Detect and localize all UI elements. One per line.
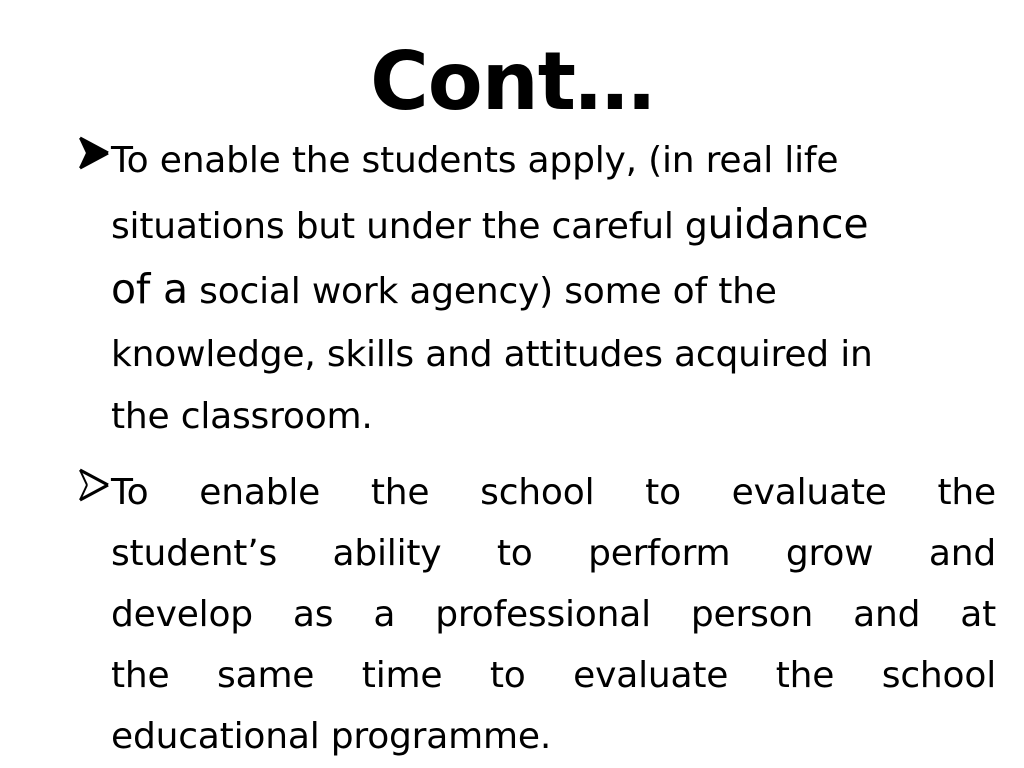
arrowhead-bullet-icon [78,468,110,502]
arrowhead-bullet-icon [78,136,110,170]
bullet-line-part: uidance [707,199,869,248]
bullet-line-part: social work agency) some of the [187,271,777,312]
bullet-line: the same time to evaluate the school [111,655,996,696]
bullet-line-part: of a [111,265,188,313]
bullet-line: the classroom. [111,396,373,437]
bullet-text [111,462,996,767]
bullet-text [111,130,996,449]
bullet-line: develop as a professional person and at [111,594,996,635]
bullet-item [74,462,996,767]
bullet-line: To enable the school to evaluate the [111,472,996,513]
bullet-line-part: situations but under the careful g [111,205,708,247]
bullet-item [74,130,996,449]
bullet-line: educational programme. [111,716,552,757]
bullet-line [111,258,996,324]
bullet-line: student’s ability to perform grow and [111,533,996,574]
slide-title: Cont… [370,35,654,128]
bullet-line: knowledge, skills and attitudes acquired in [111,333,873,375]
bullet-line [111,193,996,259]
bullet-line: To enable the students apply, (in real life [111,140,839,181]
